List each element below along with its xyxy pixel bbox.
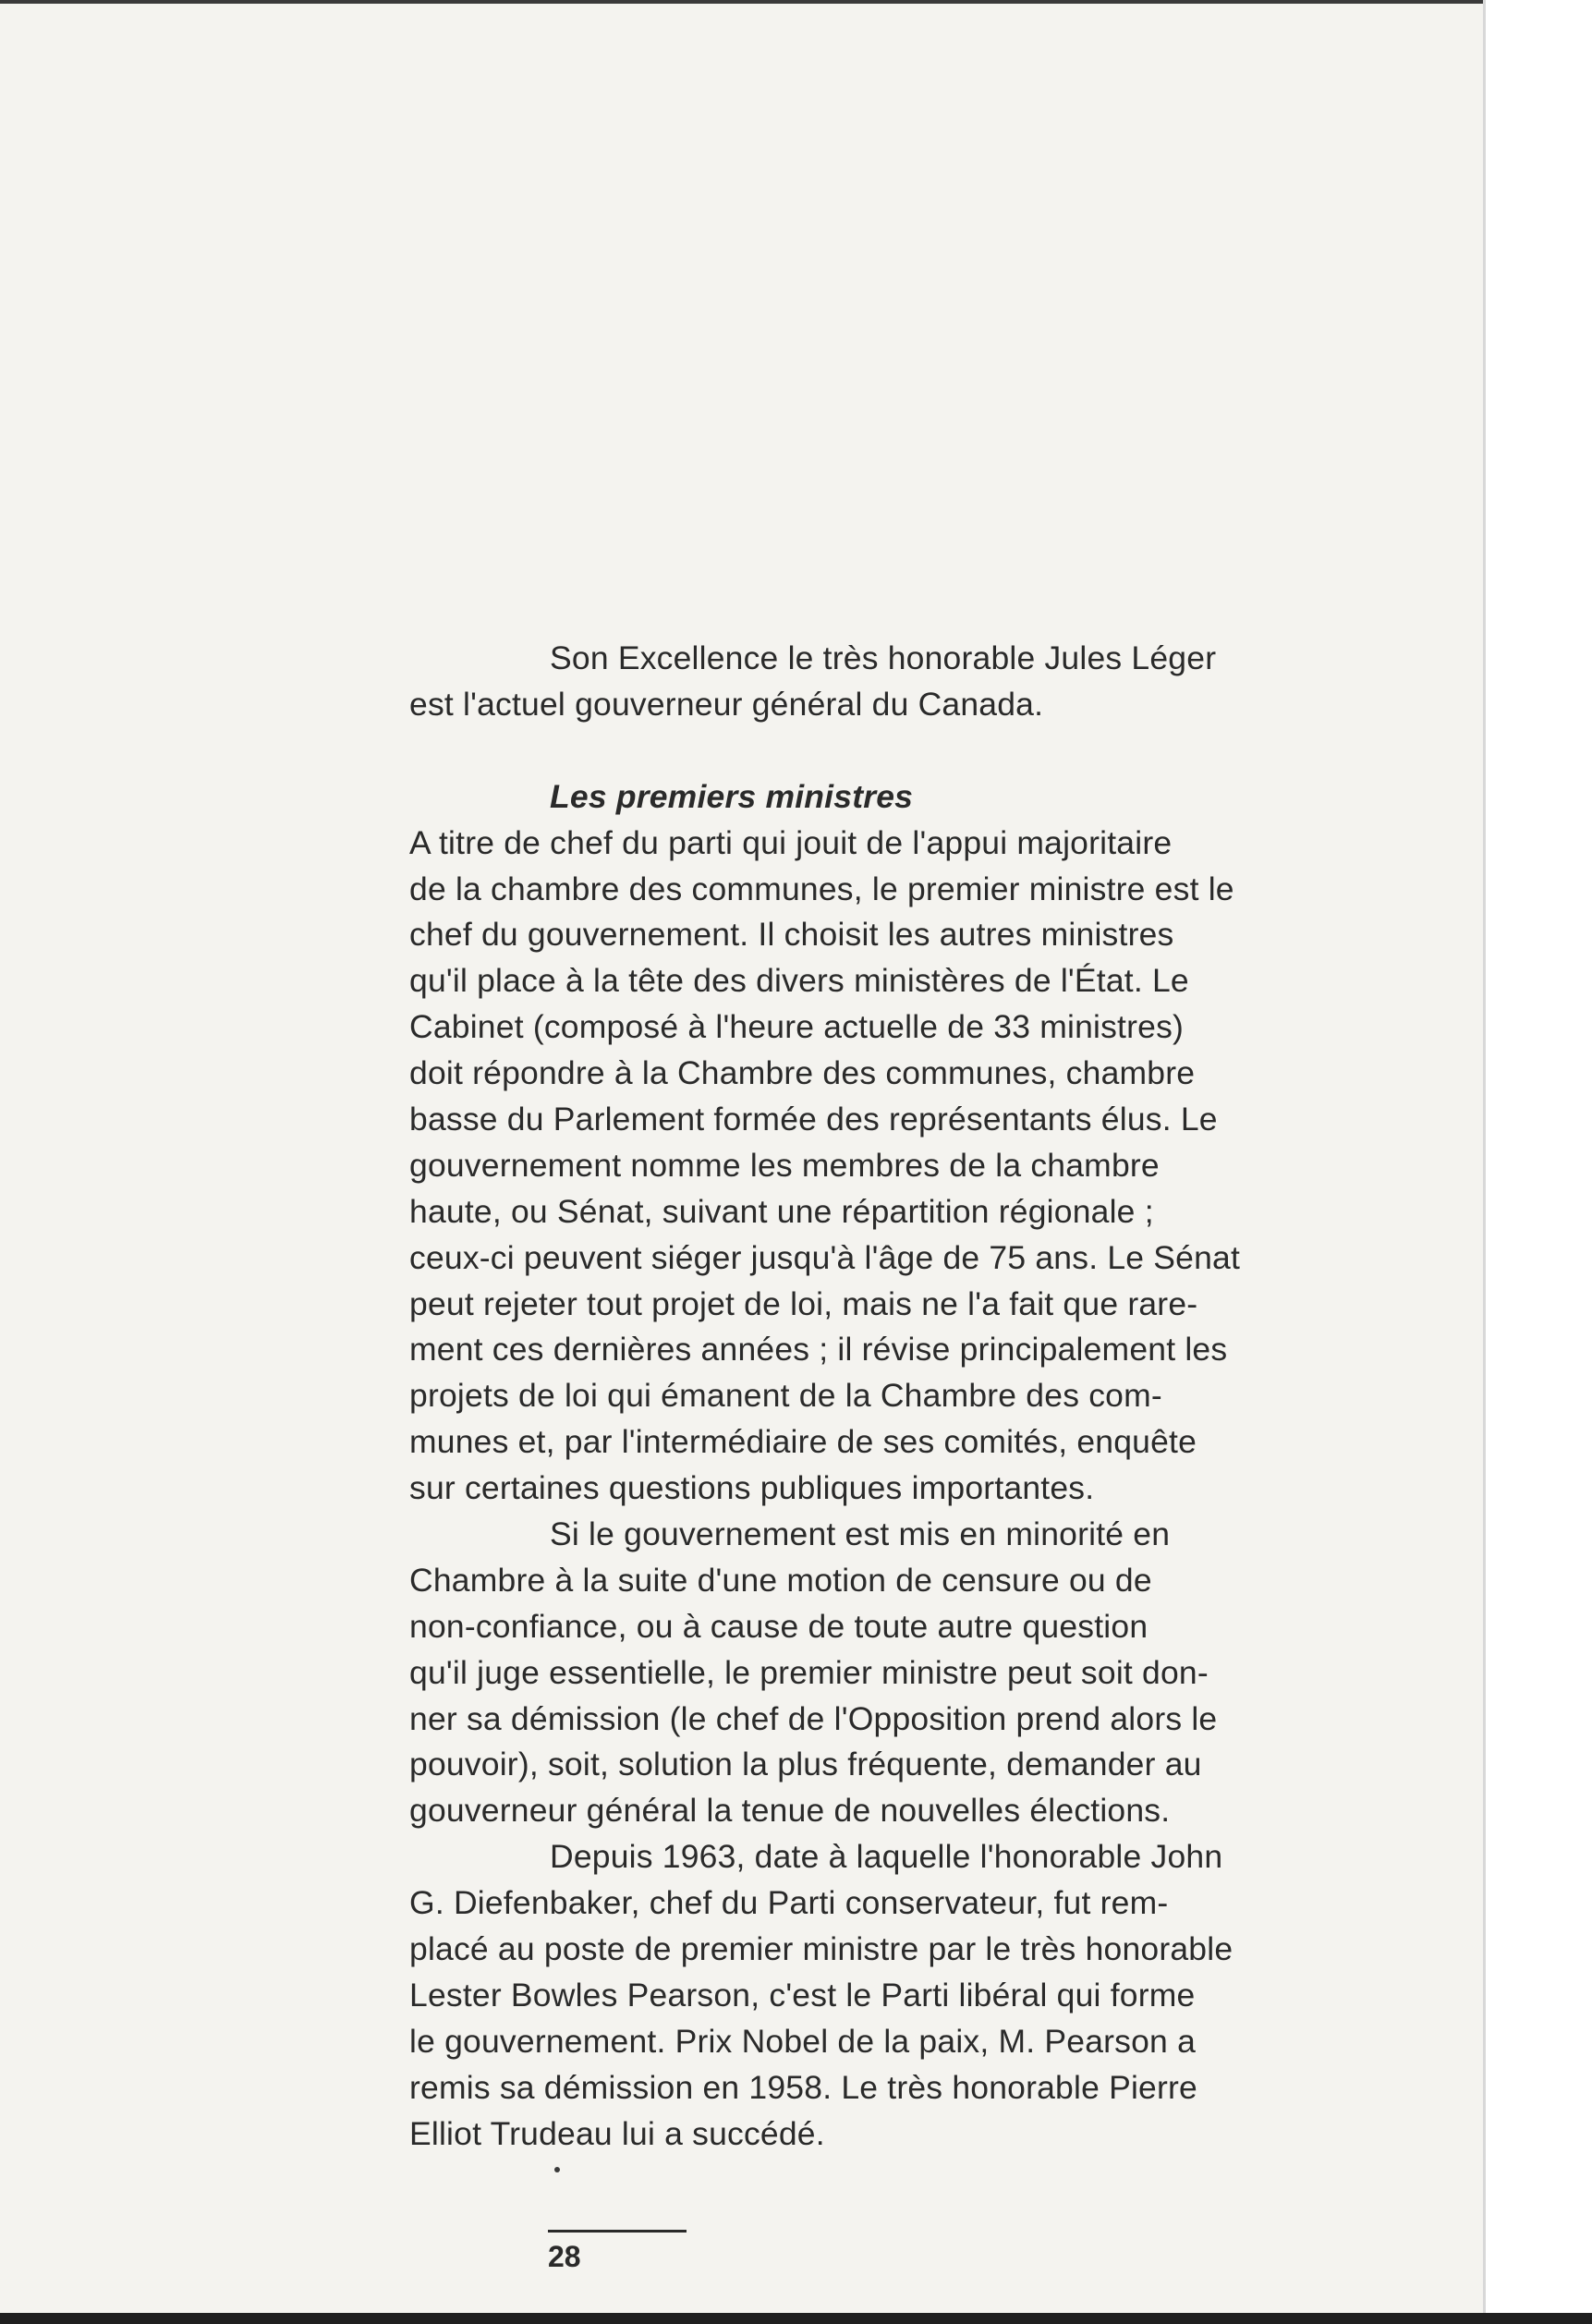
paragraph-line: doit répondre à la Chambre des communes, chambre [409, 1054, 1196, 1092]
paragraph-line: projets de loi qui émanent de la Chambre des com- [409, 1377, 1162, 1415]
paragraph-line: gouvernement nomme les membres de la chambre [409, 1146, 1160, 1184]
body-text [409, 636, 1352, 2158]
paragraph-line: sur certaines questions publiques importantes. [409, 1469, 1095, 1507]
paragraph-line: qu'il juge essentielle, le premier ministre peut soit don- [409, 1653, 1209, 1691]
intro-line: Son Excellence le très honorable Jules Léger [550, 639, 1217, 676]
page-bottom-edge [0, 2313, 1592, 2324]
paragraph-line: ceux-ci peuvent siéger jusqu'à l'âge de 75 ans. Le Sénat [409, 1238, 1241, 1276]
paragraph-line: Cabinet (composé à l'heure actuelle de 33 ministres) [409, 1008, 1185, 1046]
paragraph-line: Si le gouvernement est mis en minorité en [550, 1515, 1171, 1553]
paragraph-line: pouvoir), soit, solution la plus fréquente, demander au [409, 1746, 1202, 1783]
paragraph-line: Depuis 1963, date à laquelle l'honorable John [550, 1838, 1223, 1876]
paragraph-line: haute, ou Sénat, suivant une répartition régionale ; [409, 1192, 1154, 1230]
page-number: 28 [548, 2240, 581, 2273]
footer-rule [548, 2230, 687, 2233]
paragraph-line: Chambre à la suite d'une motion de censure ou de [409, 1561, 1152, 1599]
paragraph-line: Lester Bowles Pearson, c'est le Parti libéral qui forme [409, 1976, 1196, 2014]
section-heading: Les premiers ministres [550, 777, 914, 815]
intro-line: est l'actuel gouverneur général du Canada. [409, 685, 1044, 723]
page-right-margin [1483, 0, 1592, 2324]
paragraph-line: chef du gouvernement. Il choisit les autres ministres [409, 916, 1174, 954]
paragraph-line: ment ces dernières années ; il révise principalement les [409, 1331, 1228, 1369]
paragraph-line: peut rejeter tout projet de loi, mais ne l'a fait que rare- [409, 1284, 1198, 1322]
paragraph-line: placé au poste de premier ministre par le très honorable [409, 1930, 1233, 1968]
paragraph-line: G. Diefenbaker, chef du Parti conservateur, fut rem- [409, 1884, 1169, 1922]
paragraph-line: non-confiance, ou à cause de toute autre question [409, 1607, 1148, 1645]
spacer [409, 728, 1352, 774]
paragraph-line: remis sa démission en 1958. Le très honorable Pierre [409, 2068, 1197, 2106]
print-mark [554, 2167, 560, 2172]
paragraph-line: de la chambre des communes, le premier ministre est le [409, 870, 1234, 907]
paragraph-line: basse du Parlement formée des représentants élus. Le [409, 1101, 1218, 1138]
paragraph-line: A titre de chef du parti qui jouit de l'appui majoritaire [409, 823, 1173, 861]
paragraph-line: ner sa démission (le chef de l'Opposition prend alors le [409, 1699, 1218, 1737]
paragraph-line: le gouvernement. Prix Nobel de la paix, M. Pearson a [409, 2022, 1197, 2060]
paragraph-line: gouverneur général la tenue de nouvelles élections. [409, 1792, 1171, 1830]
paragraph-line: qu'il place à la tête des divers ministères de l'État. Le [409, 962, 1189, 1000]
paragraph-line: Elliot Trudeau lui a succédé. [409, 2114, 825, 2152]
paragraph-line: munes et, par l'intermédiaire de ses comités, enquête [409, 1423, 1197, 1461]
page-top-edge [0, 0, 1592, 4]
